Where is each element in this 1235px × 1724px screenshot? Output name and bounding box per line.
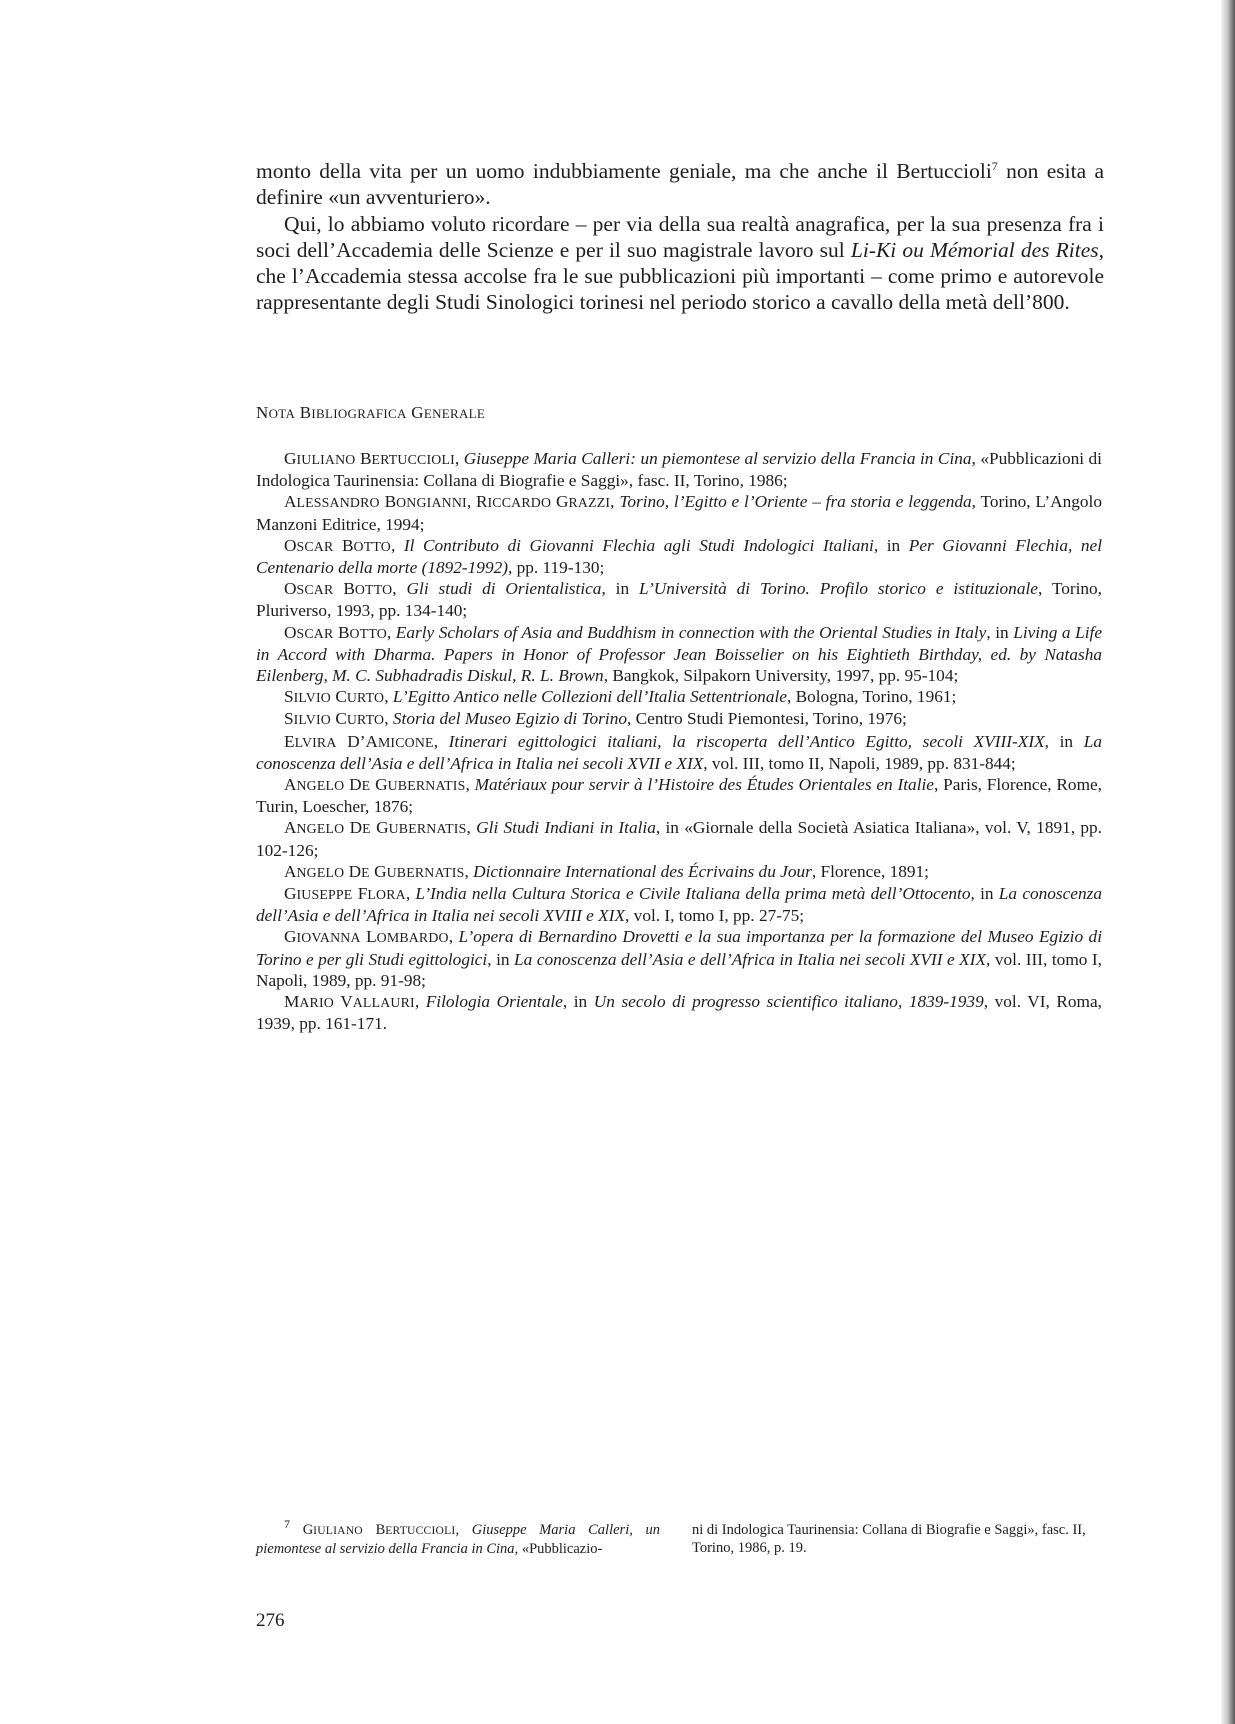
page-edge-shadow [1221,0,1235,1724]
footnote-ref-7[interactable]: 7 [991,158,998,173]
page-number: 276 [256,1610,285,1631]
bib-entry: ANGELO DE GUBERNATIS, Gli Studi Indiani in Italia, in «Giornale della Società Asiatica Italiana», vol. V, 1891, pp. 102-126; [256,818,1102,860]
bib-entry: ALESSANDRO BONGIANNI, RICCARDO GRAZZI, Torino, l’Egitto e l’Oriente – fra storia e leggenda, Torino, L’Angolo Manzoni Editrice, 1994; [256,492,1103,534]
paragraph-1 [256,158,1104,211]
bib-entry: OSCAR BOTTO, Il Contributo di Giovanni Flechia agli Studi Indologici Italiani, in Per Giovanni Flechia, nel Centenario della morte (1892-1992), pp. 119-130; [256,535,1102,578]
section-heading: NOTA BIBLIOGRAFICA GENERALE [256,403,486,422]
footnote-left-column: $^7$ GIULIANO BERTUCCIOLI, Giuseppe Maria Calleri, un piemontese al servizio della Francia in Cina, «Pubblicazio- [256,1517,661,1557]
paragraph-1-text: monto della vita per un uomo indubbiamente geniale, ma che anche il Bertuccioli [256,159,992,183]
li-ki-title: Li-Ki ou Mémorial des Rites [850,237,1099,262]
bib-entry: GIUSEPPE FLORA, L’India nella Cultura Storica e Civile Italiana della prima metà dell’Ottocento, in La conoscenza dell’Asia e dell’Africa in Italia nei secoli XVIII e XIX, vol. I, tomo I, pp. 27-75; [256,884,1102,926]
bib-entry: SILVIO CURTO, L’Egitto Antico nelle Collezioni dell’Italia Settentrionale, Bologna, Torino, 1961; [284,687,957,707]
paragraph-1-text-end: non esita a definire «un avventuriero». [256,159,1104,210]
bib-entry: GIOVANNA LOMBARDO, L’opera di Bernardino Drovetti e la sua importanza per la formazione del Museo Egizio di Torino e per gli Studi egittologici, in La conoscenza dell’Asia e dell’Africa in Italia nei secoli XVII e XIX, vol. III, tomo I, Napoli, 1989, pp. 91-98; [256,927,1103,990]
paragraph-2-text-b: , che l’Accademia stessa accolse fra le sue pubblicazioni più importanti – come primo e autorevole rappresentante degli Studi Sinologici torinesi nel periodo storico a cavallo della metà dell’800. [256,237,1104,315]
paragraph-2 [256,211,1104,316]
body-text [256,158,1104,316]
footnote-title: Giuseppe Maria Calleri, un piemontese al servizio della Francia in Cina [256,1522,661,1557]
paragraph-2-text-a: Qui, lo abbiamo voluto ricordare – per via della sua realtà anagrafica, per la sua presenza fra i soci dell’Accademia delle Scienze e per il suo magistrale lavoro sul [256,211,1104,262]
bib-entry: OSCAR BOTTO, Gli studi di Orientalistica, in L’Università di Torino. Profilo storico e istituzionale, Torino, Pluriverso, 1993, pp. 134-140; [256,579,1103,621]
bib-entry: SILVIO CURTO, Storia del Museo Egizio di Torino, Centro Studi Piemontesi, Torino, 1976; [284,709,907,729]
bib-entry: OSCAR BOTTO, Early Scholars of Asia and Buddhism in connection with the Oriental Studies in Italy, in Living a Life in Accord with Dharma. Papers in Honor of Professor Jean Boisselier on his Eightieth Birthday, ed. by Natasha Eilenberg, M. C. Subhadradis Diskul, R. L. Brown, Bangkok, Silpakorn University, 1997, pp. 95-104; [256,622,1102,686]
footnote-number: 7 [284,1517,290,1532]
bib-entry: ANGELO DE GUBERNATIS, Matériaux pour servir à l’Histoire des Études Orientales en Italie, Paris, Florence, Rome, Turin, Loescher, 1876; [256,775,1103,817]
bib-entry: MARIO VALLAURI, Filologia Orientale, in Un secolo di progresso scientifico italiano, 1839-1939, vol. VI, Roma, 1939, pp. 161-171. [256,992,1102,1034]
bib-entry: GIULIANO BERTUCCIOLI, Giuseppe Maria Calleri: un piemontese al servizio della Francia in Cina, «Pubblicazioni di Indologica Taurinensia: Collana di Biografie e Saggi», fasc. II, Torino, 1986; [256,449,1102,491]
bib-entry: ANGELO DE GUBERNATIS, Dictionnaire International des Écrivains du Jour, Florence, 1891; [284,861,929,881]
bib-entry: ELVIRA D’AMICONE, Itinerari egittologici italiani, la riscoperta dell’Antico Egitto, secoli XVIII-XIX, in La conoscenza dell’Asia e dell’Africa in Italia nei secoli XVII e XIX, vol. III, tomo II, Napoli, 1989, pp. 831-844; [256,731,1102,773]
bibliography-list [256,448,1102,1034]
footnote-right-column: ni di Indologica Taurinensia: Collana di Biografie e Saggi», fasc. II, Torino, 1986, p. 19. [692,1522,1086,1556]
